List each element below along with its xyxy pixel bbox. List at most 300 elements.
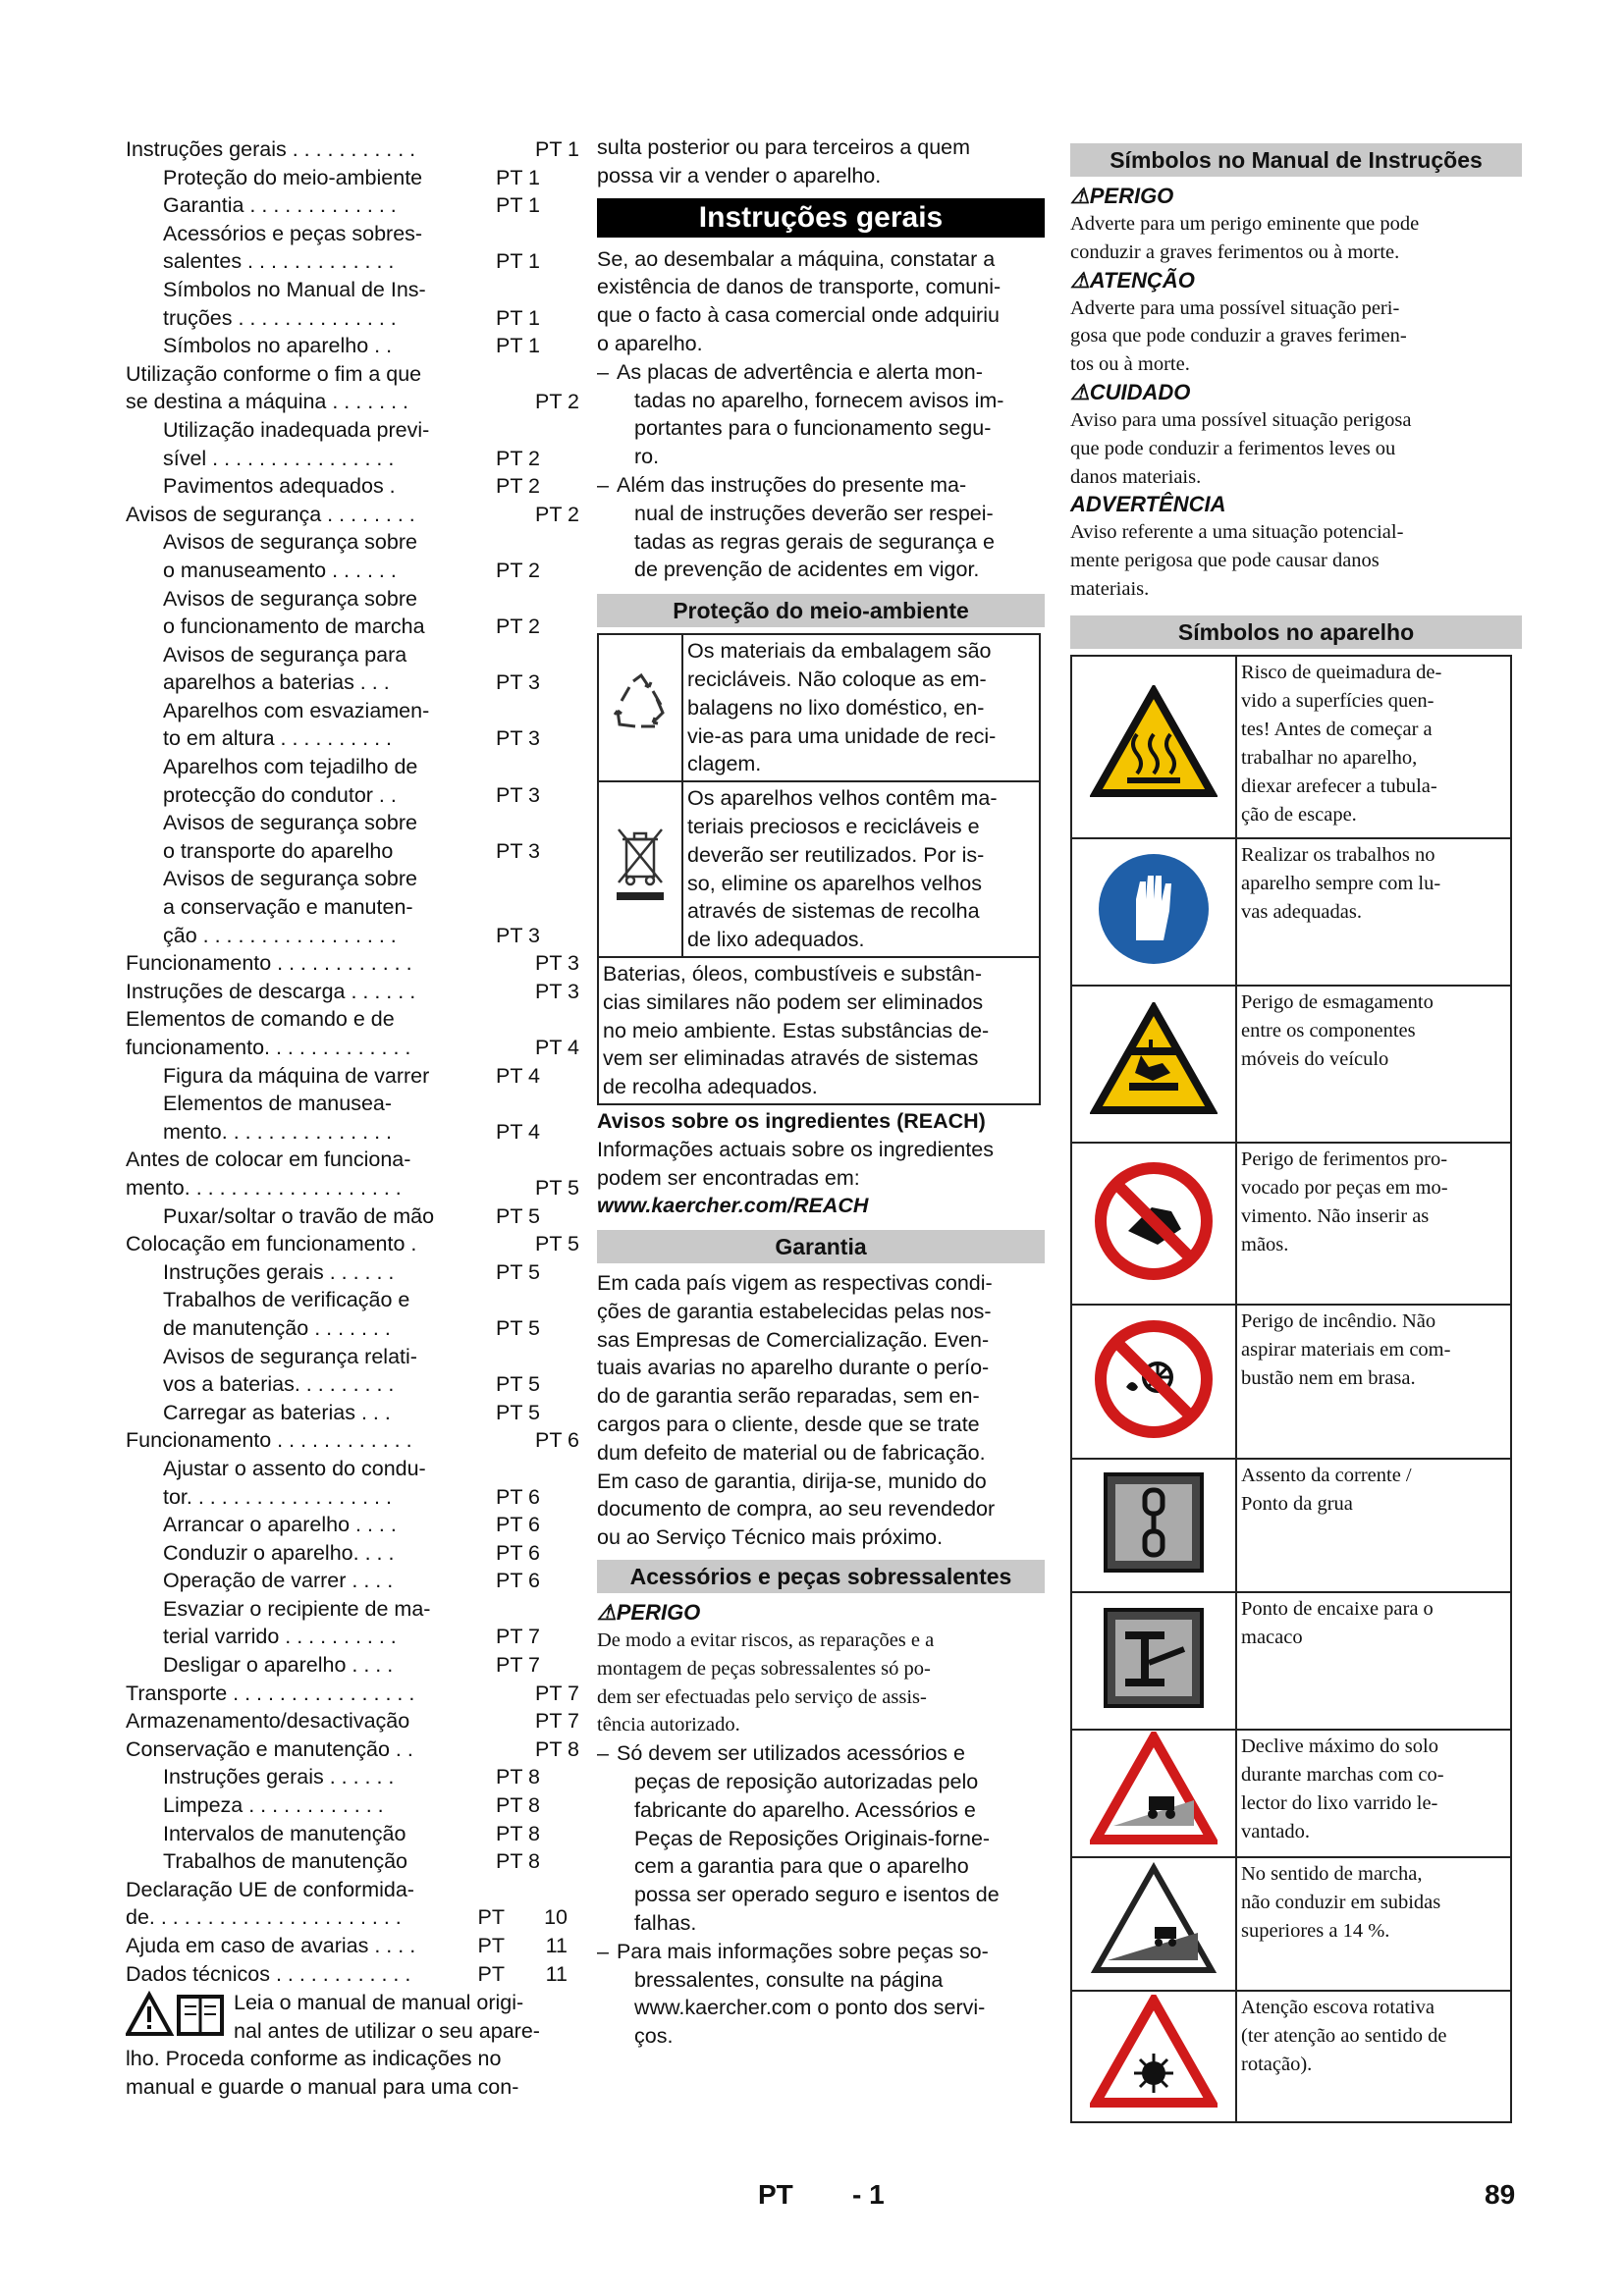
toc-entry[interactable] [126,949,579,978]
toc-line: Trabalhos de manutenção [163,1849,408,1874]
symbol-row [1071,838,1511,986]
toc-entry[interactable] [126,1680,579,1708]
toc-line: o funcionamento de marcha [163,614,425,639]
device-symbols-table [1070,655,1512,2123]
toc-line: Operação de varrer . . . . [163,1569,394,1593]
general-line: Se, ao desembalar a máquina, constatar a [597,246,996,271]
toc-line: Símbolos no aparelho . . [163,334,393,358]
toc-line: mento. . . . . . . . . . . . . . . [163,1119,392,1144]
toc-entry-title [126,1960,579,1989]
toc-line: Avisos de segurança . . . . . . . . [126,502,415,526]
symbol-line: (ter atenção ao sentido de [1241,2024,1447,2047]
caution-line: danos materiais. [1070,465,1202,488]
toc-line: Instruções gerais . . . . . . [163,1259,395,1284]
toc-line: Esvaziar o recipiente de ma- [163,1596,431,1621]
toc-line: Instruções gerais . . . . . . . . . . . [126,137,416,161]
toc-entry[interactable] [126,1202,579,1231]
dash-line: ços. [634,2024,674,2049]
toc-entry-title [126,1426,579,1455]
caution-line: que pode conduzir a ferimentos leves ou [1070,437,1396,459]
toc-entry-page: PT 8 [495,1821,540,1845]
toc-entry-page: PT 3 [495,838,540,863]
dash-line: nual de instruções deverão ser respei- [634,501,994,525]
toc-entry-title [126,501,579,529]
toc-line: Avisos de segurança para [163,642,407,667]
footer-page-number: 89 [1485,2179,1516,2210]
symbol-line: Ponto da grua [1241,1492,1353,1515]
toc-line: Utilização conforme o fim a que [126,361,422,386]
toc-line: Acessórios e peças sobres- [163,221,423,245]
toc-entry[interactable] [126,1707,579,1735]
note-line: nal antes de utilizar o seu apare- [234,2018,540,2043]
env-old-devices-text [682,781,1040,957]
symbol-line: Realizar os trabalhos no [1241,843,1435,866]
toc-line: Proteção do meio-ambiente [163,165,423,189]
toc-entry-title [126,360,579,416]
toc-line: Garantia . . . . . . . . . . . . . [163,193,397,218]
toc-entry-page: PT 7 [534,1681,579,1705]
toc-line: Carregar as baterias . . . [163,1400,391,1424]
toc-entry[interactable] [126,416,579,472]
toc-entry-page: PT 1 [534,137,579,161]
symbol-line: Ponto de encaixe para o [1241,1597,1434,1620]
symbol-line: Assento da corrente / [1241,1464,1412,1486]
toc-entry[interactable] [126,1791,579,1820]
toc-entry[interactable] [126,1595,579,1651]
symbol-line: macaco [1241,1626,1303,1648]
protective-gloves-icon [1071,838,1236,986]
toc-entry[interactable] [126,1455,579,1511]
symbol-line: Perigo de incêndio. Não [1241,1309,1436,1332]
dash-marker: – [597,1741,609,1766]
symbol-row [1071,1592,1511,1730]
toc-entry[interactable] [126,753,579,809]
toc-line: Desligar o aparelho . . . . [163,1653,394,1678]
toc-entry[interactable] [126,1090,579,1146]
env-line: de recolha adequados. [603,1075,818,1099]
env-table [597,633,1041,1105]
symbol-row [1071,1730,1511,1857]
toc-entry[interactable] [126,191,579,220]
dash-line: tadas as regras gerais de segurança e [634,529,995,554]
symbol-line: trabalhar no aparelho, [1241,746,1418,769]
toc-line: de manutenção . . . . . . . [163,1315,391,1340]
toc-line: Pavimentos adequados . [163,474,396,499]
toc-entry[interactable] [126,1062,579,1091]
reach-text [597,1136,1045,1193]
general-line: o aparelho. [597,331,703,355]
toc-entry-page: PT 1 [495,249,540,274]
toc-line: Avisos de segurança sobre [163,586,417,611]
toc-entry-page: PT 2 [495,614,540,639]
symbol-line: diexar arefecer a tubula- [1241,774,1437,797]
toc-entry[interactable] [126,1399,579,1427]
env-line: no meio ambiente. Estas substâncias de- [603,1018,990,1042]
toc-line: Puxar/soltar o travão de mão [163,1203,435,1228]
toc-line: funcionamento. . . . . . . . . . . . . [126,1036,411,1059]
symbol-description [1236,1305,1511,1459]
dash-line: de prevenção de acidentes em vigor. [634,558,980,582]
toc-line: mento. . . . . . . . . . . . . . . . . . . [126,1175,402,1200]
symbol-description [1236,656,1511,838]
intro-line: sulta posterior ou para terceiros a quem [597,135,971,159]
toc-entry[interactable] [126,1343,579,1399]
toc-line: to em altura . . . . . . . . . . [163,726,392,751]
symbol-line: vido a superfícies quen- [1241,689,1435,712]
attention-label: ⚠ATENÇÃO [1070,267,1195,293]
toc-entry-title [126,1230,579,1258]
symbol-line: rotação). [1241,2053,1313,2075]
toc-entry-prefix: PT [477,1961,505,1986]
symbol-row [1071,1143,1511,1305]
symbol-line: aparelho sempre com lu- [1241,872,1441,894]
symbol-description [1236,1459,1511,1592]
symbol-line: vocado por peças em mo- [1241,1176,1448,1199]
symbol-line: tes! Antes de começar a [1241,718,1433,740]
symbol-row [1071,986,1511,1143]
toc-entry-title [126,949,579,978]
dash-line: bressalentes, consulte na página [634,1967,944,1992]
column-2 [597,133,1045,2051]
toc-line: Limpeza . . . . . . . . . . . . [163,1793,384,1818]
toc-entry-page: PT 6 [495,1484,540,1509]
env-line: teriais preciosos e recicláveis e [687,814,980,838]
note-line: lho. Proceda conforme as indicações no [126,2047,502,2071]
env-line: Baterias, óleos, combustíveis e substân- [603,961,982,986]
general-line: que o facto à casa comercial onde adquiriu [597,303,1000,328]
toc-entry[interactable] [126,135,579,164]
column-3 [1070,143,1522,2123]
symbol-line: Declive máximo do solo [1241,1735,1438,1757]
symbol-description [1236,986,1511,1143]
toc-line: Ajustar o assento do condu- [163,1456,426,1480]
danger-line: conduzir a graves ferimentos ou à morte. [1070,240,1400,263]
attention-line: Adverte para uma possível situação peri- [1070,296,1400,319]
warranty-heading: Garantia [597,1230,1045,1263]
toc-entry-page: PT 2 [495,558,540,582]
toc-entry[interactable] [126,1286,579,1342]
symbol-line: bustão nem em brasa. [1241,1366,1416,1389]
toc-line: Antes de colocar em funciona- [126,1148,411,1172]
toc-entry[interactable] [126,220,579,276]
dash-item-safety-rules [597,471,1045,584]
env-packaging-text [682,634,1040,781]
symbol-line: vimento. Não inserir as [1241,1204,1430,1227]
dash-marker: – [597,1939,609,1963]
toc-line: truções . . . . . . . . . . . . . . [163,305,397,330]
toc-line: tor. . . . . . . . . . . . . . . . . . [163,1484,392,1509]
symbol-description [1236,1991,1511,2122]
toc-line: Elementos de manusea- [163,1092,393,1116]
env-line: so, elimine os aparelhos velhos [687,871,982,895]
manual-note [126,1989,587,2101]
symbol-line: não conduzir em subidas [1241,1891,1441,1913]
toc-entry-page: PT 5 [495,1259,540,1284]
symbol-line: vas adequadas. [1241,900,1362,923]
manual-symbols-heading: Símbolos no Manual de Instruções [1070,143,1522,177]
env-line: cias similares não podem ser eliminados [603,989,984,1014]
dash-line: fabricante do aparelho. Acessórios e [634,1797,976,1822]
env-line: através de sistemas de recolha [687,899,980,924]
toc-entry-page: PT 1 [495,193,540,218]
accessories-danger-text [597,1627,1045,1739]
toc-entry[interactable] [126,1763,579,1791]
warranty-line: sas Empresas de Comercialização. Even- [597,1327,990,1352]
toc-line: Aparelhos com esvaziamen- [163,698,430,722]
toc-entry-title [126,1680,579,1708]
toc-entry[interactable] [126,1005,579,1061]
toc-line: Símbolos no Manual de Ins- [163,277,426,301]
toc-entry-page: PT 8 [534,1736,579,1761]
acc-danger-line: montagem de peças sobressalentes só po- [597,1657,931,1680]
symbol-row [1071,1459,1511,1592]
symbol-line: Risco de queimadura de- [1241,661,1442,683]
dash-line: Para mais informações sobre peças so- [617,1939,989,1963]
toc-line: Transporte . . . . . . . . . . . . . . . . [126,1681,415,1705]
toc-entry-page: PT 3 [495,670,540,695]
toc-line: Instruções de descarga . . . . . . [126,979,416,1003]
toc-entry[interactable] [126,276,579,332]
danger-line: Adverte para um perigo eminente que pode [1070,213,1420,235]
toc-entry[interactable] [126,978,579,1006]
dash-line: portantes para o funcionamento segu- [634,416,992,441]
toc-entry-page: PT 7 [534,1709,579,1734]
toc-entry-page: PT 8 [495,1765,540,1789]
warranty-line: ou ao Serviço Técnico mais próximo. [597,1525,944,1550]
dash-line: Além das instruções do presente ma- [617,472,967,497]
warranty-line: Em caso de garantia, dirija-se, munido do [597,1468,987,1493]
toc-entry-title [126,1876,579,1932]
advert-line: materiais. [1070,577,1150,600]
toc-entry-title [126,1932,579,1960]
toc-entry[interactable] [126,1539,579,1568]
toc-entry-page: PT 5 [495,1400,540,1424]
dash-line: possa ser operado seguro e isentos de [634,1883,1000,1907]
toc-entry[interactable] [126,472,579,501]
reach-line: podem ser encontradas em: [597,1165,860,1190]
accessories-dash-1 [597,1739,1045,1938]
env-line: clagem. [687,752,762,776]
toc-entry[interactable] [126,1847,579,1876]
reach-title: Avisos sobre os ingredientes (REACH) [597,1108,986,1133]
toc-entry-page: PT 2 [495,474,540,499]
toc-entry-page: PT 3 [534,979,579,1003]
attention-line: gosa que pode conduzir a graves ferimen- [1070,325,1407,347]
acc-danger-line: tência autorizado. [597,1714,740,1736]
toc-entry-page: PT 7 [495,1653,540,1678]
symbol-description [1236,1143,1511,1305]
toc-line: Avisos de segurança sobre [163,530,417,555]
symbol-line: lector do lixo varrido le- [1241,1791,1438,1814]
warranty-line: ções de garantia estabelecidas pelas nos- [597,1299,992,1323]
toc-entry-page: PT 1 [495,334,540,358]
toc-entry-page: PT 4 [495,1119,540,1144]
toc-entry-page: PT 5 [534,1232,579,1256]
symbol-row [1071,1305,1511,1459]
toc-entry-page: PT 2 [534,390,579,414]
accessories-dash-2 [597,1938,1045,2051]
env-line: vem ser eliminadas através de sistemas [603,1046,979,1071]
env-batteries-text [598,957,1040,1104]
toc-line: Intervalos de manutenção [163,1821,406,1845]
caution-label: ⚠CUIDADO [1070,379,1191,404]
toc-entry-page: PT 2 [534,502,579,526]
reach-url[interactable]: www.kaercher.com/REACH [597,1194,869,1218]
toc-entry[interactable] [126,1735,579,1764]
general-line: existência de danos de transporte, comuni- [597,275,1001,299]
warranty-line: cargos para o cliente, desde que se trate [597,1413,980,1437]
toc-line: o manuseamento . . . . . . [163,558,397,582]
general-text [597,245,1045,358]
slope-14-percent-icon [1071,1857,1236,1991]
dash-line: www.kaercher.com o ponto dos servi- [634,1996,986,2020]
attention-line: tos ou à morte. [1070,353,1190,376]
toc-entry-title [126,978,579,1006]
toc-entry[interactable] [126,501,579,529]
toc-entry[interactable] [126,585,579,641]
dash-line: As placas de advertência e alerta mon- [617,359,983,384]
jack-point-icon [1071,1592,1236,1730]
toc-line: Arrancar o aparelho . . . . [163,1513,397,1537]
symbol-line: Perigo de ferimentos pro- [1241,1148,1448,1170]
toc-line: Instruções gerais . . . . . . [163,1765,395,1789]
toc-line: Trabalhos de verificação e [163,1288,410,1312]
toc-entry[interactable] [126,1567,579,1595]
footer-language: PT [758,2179,793,2210]
toc-entry-page: PT 8 [495,1849,540,1874]
symbol-description [1236,1592,1511,1730]
toc-entry-page: PT 1 [495,165,540,189]
toc-line: Elementos de comando e de [126,1007,395,1032]
toc-entry[interactable] [126,641,579,697]
toc-line: Ajuda em caso de avarias . . . . [126,1934,416,1957]
symbol-line: ção de escape. [1241,803,1357,826]
symbol-row [1071,1991,1511,2122]
toc-line: Conservação e manutenção . . [126,1736,413,1761]
no-hands-moving-parts-icon [1071,1143,1236,1305]
attention-text [1070,294,1522,379]
toc-entry[interactable] [126,1230,579,1258]
toc-entry[interactable] [126,1258,579,1287]
toc-line: Figura da máquina de varrer [163,1063,430,1088]
toc-line: Funcionamento . . . . . . . . . . . . [126,951,412,976]
acc-danger-line: De modo a evitar riscos, as reparações e a [597,1629,935,1652]
toc-entry-page: PT 6 [495,1540,540,1565]
toc-entry-page: PT 3 [495,782,540,807]
toc-entry-page: PT 3 [534,951,579,976]
toc-line: protecção do condutor . . [163,782,397,807]
toc-line: terial varrido . . . . . . . . . . [163,1625,397,1649]
toc-entry[interactable] [126,1820,579,1848]
toc-entry[interactable] [126,528,579,584]
toc-entry-page: PT 6 [534,1428,579,1453]
max-slope-icon [1071,1730,1236,1857]
reach-line: Informações actuais sobre os ingredientes [597,1137,994,1161]
toc-entry-prefix: PT [477,1905,505,1930]
dash-marker: – [597,359,609,384]
symbol-line: móveis do veículo [1241,1047,1389,1070]
toc-entry[interactable] [126,1426,579,1455]
toc-entry[interactable] [126,1146,579,1201]
toc-entry-title [126,1707,579,1735]
toc-line: Colocação em funcionamento . [126,1232,417,1256]
toc-entry[interactable] [126,332,579,360]
toc-entry-page: 10 [544,1905,568,1930]
env-line: Os materiais da embalagem são [687,639,992,664]
read-manual-icon [126,1991,228,2038]
env-line: balagens no lixo doméstico, en- [687,695,985,720]
toc-entry-title [126,1005,579,1061]
env-line: vie-as para uma unidade de reci- [687,723,997,748]
toc-entry-page: PT 3 [495,923,540,947]
symbol-description [1236,1857,1511,1991]
symbol-row [1071,656,1511,838]
env-line: Os aparelhos velhos contêm ma- [687,786,998,811]
toc-entry-page: PT 5 [534,1175,579,1200]
toc-entry[interactable] [126,1932,579,1960]
toc-entry[interactable] [126,1876,579,1932]
dash-marker: – [597,472,609,497]
toc-entry-page: PT 8 [495,1793,540,1818]
symbol-line: durante marchas com co- [1241,1763,1444,1786]
toc-entry[interactable] [126,1651,579,1680]
toc-entry[interactable] [126,1511,579,1539]
toc-entry-title [126,135,579,164]
toc-entry-page: 11 [545,1961,568,1986]
toc-line: se destina a máquina . . . . . . . [126,390,409,414]
toc-line: salentes . . . . . . . . . . . . . [163,249,395,274]
accessories-heading: Acessórios e peças sobressalentes [597,1560,1045,1593]
chain-attachment-icon [1071,1459,1236,1592]
crush-hazard-icon [1071,986,1236,1143]
toc-entry[interactable] [126,697,579,753]
toc-entry[interactable] [126,865,579,949]
toc-line: Avisos de segurança sobre [163,811,417,835]
crossed-bin-icon [598,781,682,957]
toc-entry[interactable] [126,809,579,865]
warranty-line: documento de compra, ao seu revendedor [597,1497,996,1522]
dash-line: ro. [634,445,660,469]
toc-line: de. . . . . . . . . . . . . . . . . . . . . . [126,1905,402,1930]
warranty-text [597,1269,1045,1552]
toc-entry-prefix: PT [477,1934,505,1957]
toc-entry[interactable] [126,1960,579,1989]
env-line: de lixo adequados. [687,928,865,952]
env-line: recicláveis. Não coloque as em- [687,667,987,691]
toc-line: Funcionamento . . . . . . . . . . . . [126,1428,412,1453]
dash-line: peças de reposição autorizadas pelo [634,1770,979,1794]
recycle-icon [598,634,682,781]
toc-entry-page: PT 4 [495,1063,540,1088]
warranty-line: Em cada país vigem as respectivas condi- [597,1271,993,1296]
hot-surface-warning-icon [1071,656,1236,838]
symbol-line: superiores a 14 %. [1241,1919,1390,1942]
advertencia-text [1070,518,1522,603]
toc-line: Declaração UE de conformida- [126,1877,414,1901]
no-burning-materials-icon [1071,1305,1236,1459]
table-of-contents [126,135,579,1988]
caution-text [1070,406,1522,491]
dash-line: Só devem ser utilizados acessórios e [617,1741,965,1766]
toc-entry[interactable] [126,360,579,416]
toc-line: Avisos de segurança sobre [163,867,417,891]
toc-entry[interactable] [126,164,579,192]
dash-line: cem a garantia para que o aparelho [634,1854,969,1879]
symbol-row [1071,1857,1511,1991]
toc-entry-title [126,1735,579,1764]
danger-text [1070,210,1522,267]
symbol-line: Perigo de esmagamento [1241,990,1434,1013]
